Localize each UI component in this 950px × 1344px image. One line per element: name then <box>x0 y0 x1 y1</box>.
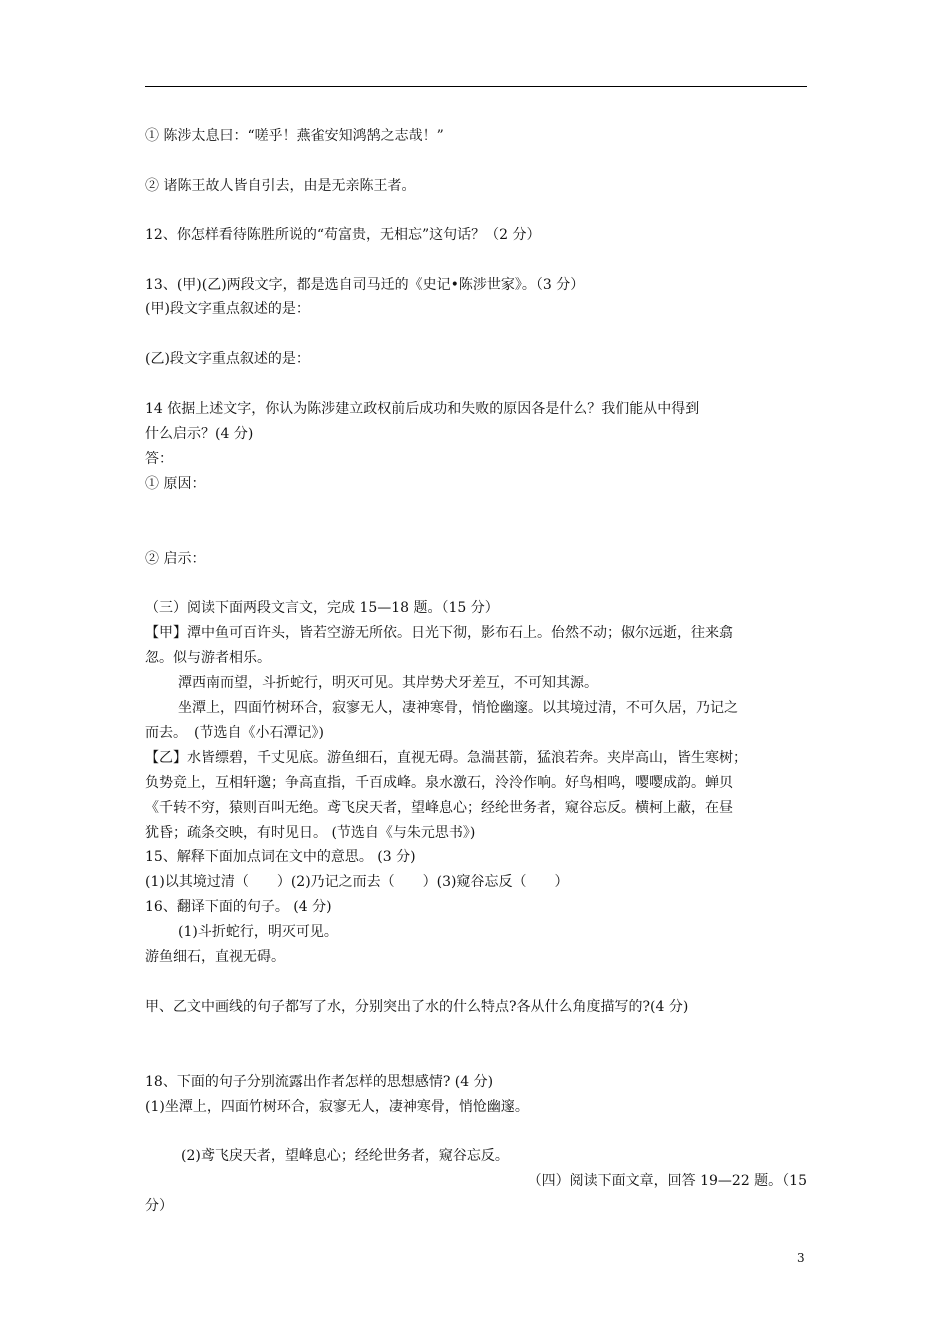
text-line-2: ② 诸陈王故人皆自引去，由是无亲陈王者。 <box>145 178 416 194</box>
question-17: 甲、乙文中画线的句子都写了水，分别突出了水的什么特点?各从什么角度描写的?(4 分) <box>145 999 689 1015</box>
question-14-cont: 什么启示？(4 分) <box>145 426 254 442</box>
question-13-part-b: (乙)段文字重点叙述的是： <box>145 351 310 367</box>
question-15: 15、解释下面加点词在文中的意思。 (3 分) <box>145 849 416 865</box>
question-13: 13、(甲)(乙)两段文字，都是选自司马迁的《史记•陈涉世家》。（3 分） <box>145 277 585 293</box>
section-4-title: （四）阅读下面文章，回答 19—22 题。（15 <box>527 1173 807 1189</box>
question-18: 18、下面的句子分别流露出作者怎样的思想感情? (4 分) <box>145 1074 494 1090</box>
passage-b-line-2: 负势竞上，互相轩邈；争高直指，千百成峰。泉水激石，泠泠作响。好鸟相鸣，嘤嘤成韵。蝉贝 <box>145 775 733 791</box>
question-16-item-1: (1)斗折蛇行，明灭可见。 <box>178 924 338 940</box>
answer-label: 答： <box>145 451 173 467</box>
passage-b-line-3: 《千转不穷，猿则百叫无绝。鸢飞戾天者，望峰息心；经纶世务者，窥谷忘反。横柯上蔽，在昼 <box>145 800 733 816</box>
text-line-1: ① 陈涉太息曰：“嗟乎！燕雀安知鸿鹄之志哉！” <box>145 128 444 144</box>
question-15-items: (1)以其境过清（ ）(2)乃记之而去（ ）(3)窥谷忘反（ ） <box>145 874 569 890</box>
question-16-item-2: 游鱼细石，直视无碍。 <box>145 949 285 965</box>
section-4-title-cont: 分） <box>145 1198 173 1214</box>
question-14: 14 依据上述文字，你认为陈涉建立政权前后成功和失败的原因各是什么？我们能从中得到 <box>145 401 700 417</box>
passage-a-line-3: 潭西南而望，斗折蛇行，明灭可见。其岸势犬牙差互，不可知其源。 <box>178 675 598 691</box>
header-rule <box>145 86 807 87</box>
page-number: 3 <box>797 1251 805 1265</box>
passage-a-line-4: 坐潭上，四面竹树环合，寂寥无人，凄神寒骨，悄怆幽邃。以其境过清，不可久居，乃记之 <box>178 700 738 716</box>
passage-a-line-2: 忽。似与游者相乐。 <box>145 650 271 666</box>
answer-reason: ① 原因： <box>145 476 206 492</box>
question-18-item-2: (2)鸢飞戾天者，望峰息心；经纶世务者，窥谷忘反。 <box>181 1148 509 1164</box>
answer-inspiration: ② 启示： <box>145 551 206 567</box>
question-16: 16、翻译下面的句子。 (4 分) <box>145 899 332 915</box>
passage-b-line-4: 犹昏；疏条交映，有时见日。 (节选自《与朱元思书》) <box>145 825 476 841</box>
question-12: 12、你怎样看待陈胜所说的“苟富贵，无相忘”这句话？（2 分） <box>145 227 541 243</box>
section-3-title: （三）阅读下面两段文言文，完成 15—18 题。（15 分） <box>145 600 499 616</box>
passage-b-line-1: 【乙】水皆缥碧，千丈见底。游鱼细石，直视无碍。急湍甚箭，猛浪若奔。夹岸高山，皆生寒树； <box>145 750 747 766</box>
question-18-item-1: (1)坐潭上，四面竹树环合，寂寥无人，凄神寒骨，悄怆幽邃。 <box>145 1099 529 1115</box>
passage-a-line-1: 【甲】潭中鱼可百许头，皆若空游无所依。日光下彻，影布石上。佁然不动；俶尔远逝，往来翕 <box>145 625 733 641</box>
question-13-part-a: (甲)段文字重点叙述的是： <box>145 301 310 317</box>
passage-a-line-5: 而去。 (节选自《小石潭记》) <box>145 725 324 741</box>
